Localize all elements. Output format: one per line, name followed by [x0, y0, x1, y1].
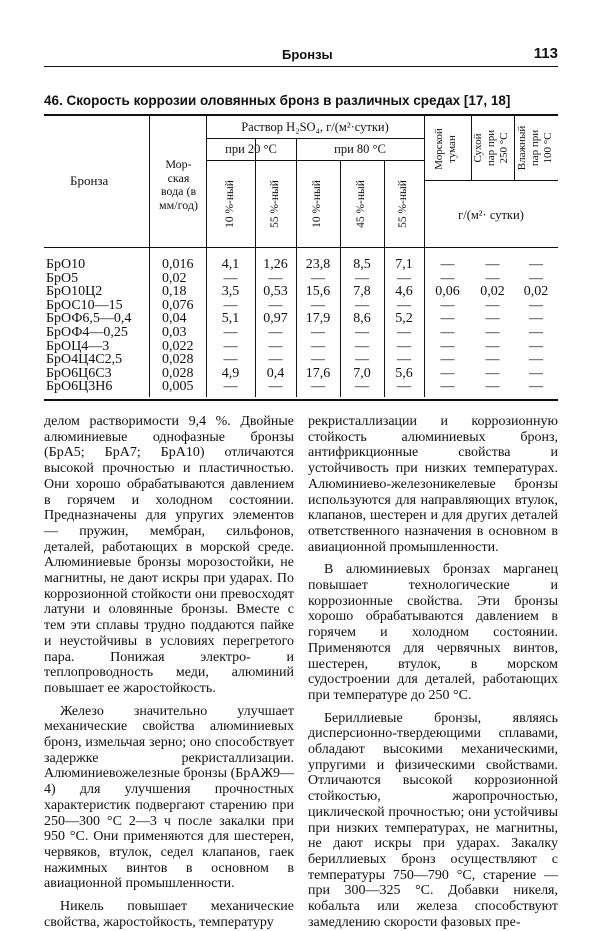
table-cell: — [223, 270, 238, 286]
table-cell: — [355, 297, 369, 313]
table-cell: 7,1 [395, 257, 413, 272]
table-hline [206, 160, 424, 161]
table-cell: — [355, 379, 369, 395]
col-header-80c: при 80 °С [334, 142, 386, 156]
table-cell: — [485, 365, 500, 381]
table-cell: 17,6 [305, 365, 331, 381]
table-cell: — [529, 297, 543, 313]
table-cell: — [397, 270, 411, 286]
table-cell: 3,5 [221, 284, 240, 300]
table-cell: 0,02 [480, 284, 505, 300]
table-cell: — [440, 311, 455, 327]
table-cell: 0,97 [263, 311, 288, 327]
table-cell: 0,04 [162, 311, 187, 327]
table-cell: — [440, 257, 455, 272]
bronze-grade: БрО10 [46, 257, 86, 272]
table-cell: 0,016 [162, 257, 194, 272]
table-cell: 0,02 [162, 270, 187, 286]
table-cell: 0,03 [162, 325, 187, 340]
col-header-dry-steam: Сухой пар при 250 °С [472, 129, 510, 167]
table-hline [206, 138, 424, 139]
table-cell: — [529, 311, 543, 327]
table-cell: — [529, 365, 543, 381]
table-cell: — [355, 270, 369, 286]
page-header [44, 45, 558, 63]
bronze-grade: БрОЦ4—3 [46, 338, 110, 354]
table-cell: — [440, 379, 455, 395]
left-column [44, 414, 294, 931]
table-cell: — [529, 379, 543, 395]
table-cell: 0,005 [162, 379, 194, 395]
table-cell: — [355, 352, 369, 368]
table-cell: — [529, 352, 543, 368]
bronze-grade: БрО10Ц2 [46, 284, 103, 300]
table-cell: 0,02 [523, 284, 549, 300]
table-cell: 0,4 [266, 365, 285, 381]
table-cell: 0,022 [162, 338, 194, 354]
table-cell: 8,6 [353, 311, 371, 327]
right-column [308, 414, 558, 931]
col-header-20c: при 20 °С [225, 142, 277, 156]
table-cell: — [355, 325, 369, 340]
table-cell: — [355, 338, 369, 354]
table-cell: — [440, 365, 455, 381]
table-cell: — [223, 379, 238, 395]
table-cell: 15,6 [305, 284, 331, 300]
table-hline [424, 180, 558, 181]
table-cell: — [485, 257, 500, 272]
table-cell: — [311, 352, 325, 368]
table-cell: 4,6 [395, 284, 413, 300]
table-cell: 4,1 [221, 257, 240, 272]
table-cell: 0,06 [435, 284, 460, 300]
table-cell: 23,8 [305, 257, 331, 272]
paragraph: Бериллиевые бронзы, являясь дисперсионно-твердеющими сплавами, обладают высокими механическими, упругими и физическими свойствами. Отличаются высокой коррозионной стойкостью, жаропрочностью, циклической прочностью; они устойчивы при низких температурах, не магнитны, не дают искры при ударах. Закалку бериллиевых бронз осуществляют с температуры 750—790 °С, старение — при 300—325 °С. Добавки никеля, кобальта или железа способствуют замедлению скорости фазовых пре- [308, 710, 558, 930]
table-cell: — [268, 338, 283, 354]
table-cell: — [311, 325, 325, 340]
table-cell: — [485, 379, 500, 395]
corrosion-table [44, 114, 558, 401]
col-header-45pct-80c: 45 %-ный [355, 180, 367, 228]
table-cell: 7,0 [353, 365, 371, 381]
table-cell: — [311, 270, 325, 286]
table-cell: 0,028 [162, 365, 194, 381]
table-cell: — [268, 270, 283, 286]
col-header-h2so4: Раствор H₂SO₄, г/(м²·сутки) [241, 120, 389, 134]
table-cell: — [440, 338, 455, 354]
bronze-grade: БрО6Ц3Н6 [46, 379, 113, 395]
col-header-sea-fog: Морской туман [433, 128, 458, 170]
col-header-bronze: Бронза [70, 173, 109, 188]
table-cell: — [268, 297, 283, 313]
table-cell: — [485, 352, 500, 368]
table-cell: — [440, 270, 455, 286]
paragraph: В алюминиевых бронзах марганец повышает технологические и коррозионные свойства. Эти бронзы хорошо обрабатываются давлением в горячем и холодном состоянии. Применяются для червячных винтов, шестерен, втулок, в морском судостроении для деталей, работающих при температуре до 250 °С. [308, 562, 558, 703]
table-cell: — [529, 270, 543, 286]
table-cell: — [485, 338, 500, 354]
table-cell: 5,6 [395, 365, 413, 381]
table-cell: — [485, 297, 500, 313]
table-cell: — [268, 379, 283, 395]
table-cell: 5,2 [395, 311, 413, 327]
paragraph: Никель повышает механические свойства, жаростойкость, температуру [44, 899, 294, 930]
table-hline [44, 247, 558, 248]
table-cell: — [223, 325, 238, 340]
table-cell: 0,028 [162, 352, 194, 368]
table-vline [149, 116, 150, 397]
col-header-10pct-20c: 10 %-ный [224, 180, 236, 228]
table-cell: — [485, 311, 500, 327]
col-header-55pct-20c: 55 %-ный [269, 180, 281, 228]
table-cell: — [223, 297, 238, 313]
table-caption: 46. Скорость коррозии оловянных бронз в различных средах [17, 18] [44, 93, 511, 108]
table-vline [514, 116, 515, 180]
bronze-grade: БрО4Ц4С2,5 [46, 352, 123, 368]
table-cell: — [485, 270, 500, 286]
table-cell: — [529, 257, 543, 272]
table-cell: — [529, 325, 543, 340]
table-cell: 7,8 [353, 284, 371, 300]
header-rule [44, 66, 558, 67]
col-header-10pct-80c: 10 %-ный [311, 180, 323, 228]
bronze-grade: БрОС10—15 [46, 297, 123, 313]
table-cell: — [311, 379, 325, 395]
paragraph: рекристаллизации и коррозионную стойкость алюминиевых бронз, антифрикционные свойства и устойчивость при низких температурах. Алюминиево-железоникелевые бронзы используются для направляющих втулок, клапанов, шестерен и для других деталей ответственного назначения в основном в авиационной промышленности. [308, 414, 558, 555]
table-cell: — [485, 325, 500, 340]
table-cell: 0,53 [263, 284, 288, 300]
table-cell: — [311, 338, 325, 354]
table-cell: — [223, 352, 238, 368]
col-header-sea-water: Мор- ская вода (в мм/год) [159, 157, 198, 212]
col-header-unit: г/(м²· сутки) [458, 208, 524, 222]
table-cell: — [397, 352, 411, 368]
table-cell: — [529, 338, 543, 354]
bronze-grade: БрО5 [46, 270, 79, 286]
page-number: 113 [533, 45, 558, 62]
table-cell: 1,26 [263, 257, 288, 272]
table-cell: — [397, 338, 411, 354]
bronze-grade: БрОФ6,5—0,4 [46, 311, 132, 327]
table-cell: 17,9 [305, 311, 331, 327]
table-cell: — [440, 325, 455, 340]
table-cell: — [268, 352, 283, 368]
col-header-55pct-80c: 55 %-ный [397, 180, 409, 228]
running-title: Бронзы [282, 47, 333, 62]
table-cell: — [268, 325, 283, 340]
table-cell: 8,5 [353, 257, 371, 272]
table-cell: 4,9 [221, 365, 240, 381]
table-cell: 0,076 [162, 297, 194, 313]
table-cell: — [440, 297, 455, 313]
table-cell: — [440, 352, 455, 368]
table-cell: — [223, 338, 238, 354]
table-cell: 0,18 [162, 284, 187, 300]
table-cell: — [311, 297, 325, 313]
table-cell: 5,1 [221, 311, 240, 327]
bronze-grade: БрО6Ц6С3 [46, 365, 112, 381]
table-cell: — [397, 297, 411, 313]
paragraph: Железо значительно улучшает механические свойства алюминиевых бронз, измельчая зерно; оно способствует задержке рекристаллизации. Алюминиевожелезные бронзы (БрАЖ9—4) для улучшения прочностных характеристик подвергают старению при 250—300 °С 2—3 ч после закалки при 950 °С. Они применяются для шестерен, червяков, втулок, седел клапанов, гаек нажимных винтов в основном в авиационной промышленности. [44, 703, 294, 892]
paragraph: делом растворимости 9,4 %. Двойные алюминиевые однофазные бронзы (БрА5; БрА7; БрА10) отличаются высокой прочностью и пластичностью. Они хорошо обрабатываются давлением в горячем и холодном состоянии. Предназначены для упругих элементов — пружин, мембран, сильфонов, деталей, работающих в морской среде. Алюминиевые бронзы морозостойки, не магнитны, не дают искры при ударах. По коррозионной стойкости они превосходят латуни и оловянные бронзы. Вместе с тем эти сплавы трудно поддаются пайке и неустойчивы в условиях перегретого пара. Понижая электро- и теплопроводность меди, алюминий повышает ее жаростойкость. [44, 414, 294, 696]
bronze-grade: БрОФ4—0,25 [46, 325, 128, 340]
col-header-wet-steam: Влажный пар при 100 °С [516, 125, 554, 171]
table-cell: — [397, 379, 411, 395]
table-cell: — [397, 325, 411, 340]
